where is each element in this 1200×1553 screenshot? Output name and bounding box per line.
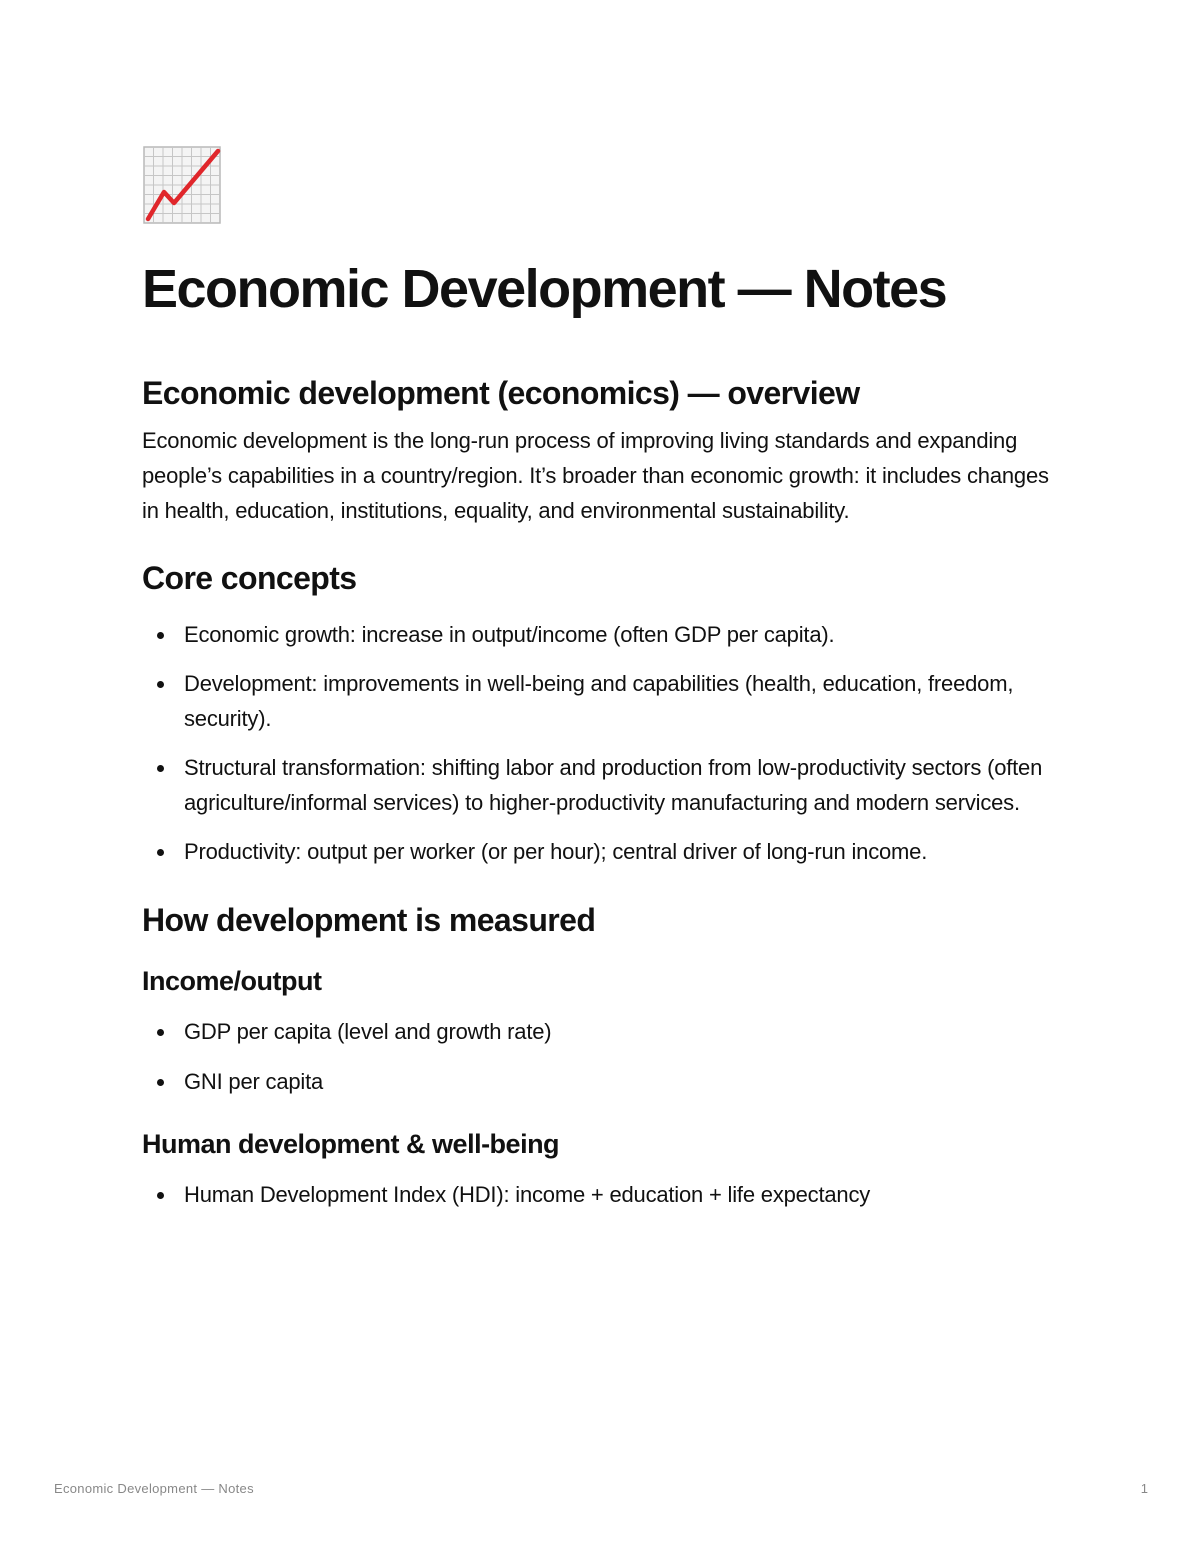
overview-heading: Economic development (economics) — overview (142, 375, 860, 411)
income-output-list (142, 1014, 1062, 1099)
list-item: Structural transformation: shifting labor and production from low-productivity sectors (often agriculture/informal services) to higher-productivity manufacturing and modern services. (142, 750, 1062, 820)
list-item: GNI per capita (142, 1064, 1062, 1099)
page-number: 1 (1140, 1481, 1148, 1496)
measurement-heading: How development is measured (142, 902, 596, 938)
document-body (142, 145, 1062, 1212)
core-concepts-list (142, 617, 1062, 869)
human-development-list (142, 1177, 1062, 1212)
human-development-heading: Human development & well-being (142, 1129, 560, 1159)
list-item: Human Development Index (HDI): income + education + life expectancy (142, 1177, 1062, 1212)
list-item: GDP per capita (level and growth rate) (142, 1014, 1062, 1049)
list-item: Development: improvements in well-being and capabilities (health, education, freedom, security). (142, 666, 1062, 736)
income-output-heading: Income/output (142, 966, 322, 996)
footer-document-title: Economic Development — Notes (54, 1481, 254, 1496)
list-item: Productivity: output per worker (or per hour); central driver of long-run income. (142, 834, 1062, 869)
overview-paragraph: Economic development is the long-run process of improving living standards and expanding people’s capabilities in a country/region. It’s broader than economic growth: it includes changes in health, education, institutions, equality, and environmental sustainability. (142, 428, 1049, 523)
document-title: Economic Development — Notes (142, 259, 947, 319)
core-concepts-heading: Core concepts (142, 560, 357, 596)
chart-increasing-icon (142, 145, 222, 225)
list-item: Economic growth: increase in output/income (often GDP per capita). (142, 617, 1062, 652)
